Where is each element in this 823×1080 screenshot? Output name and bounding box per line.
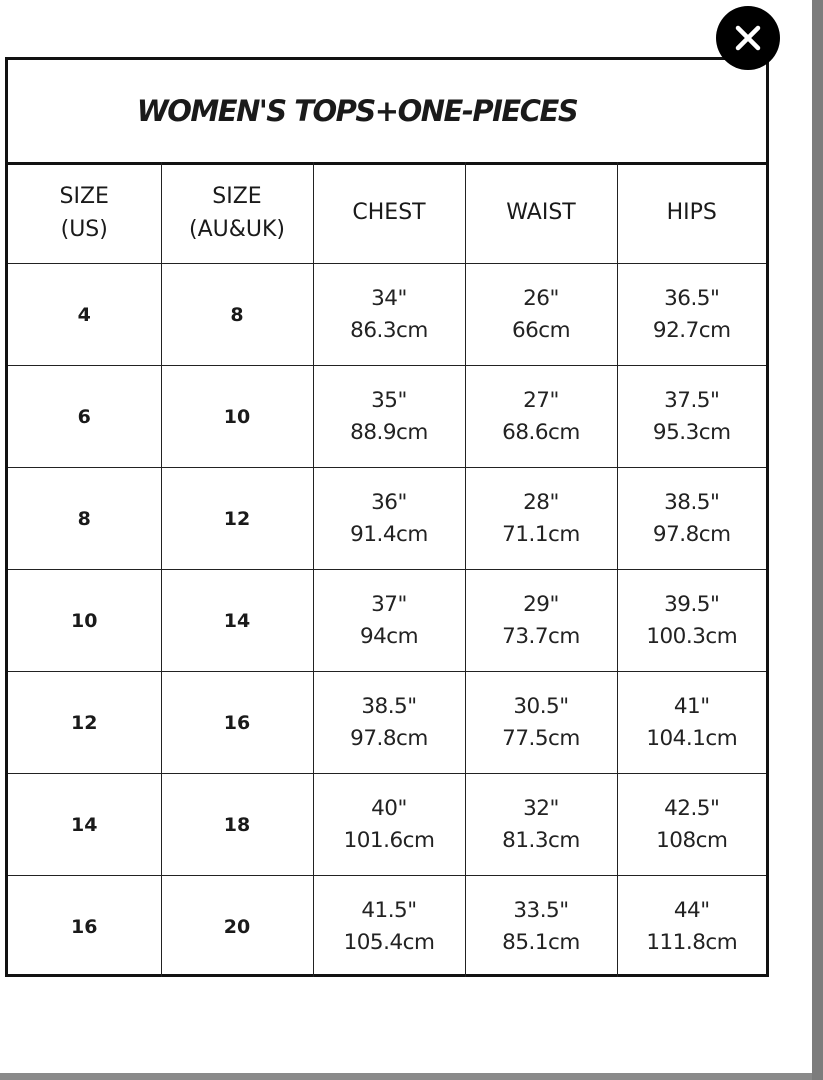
bottom-edge (0, 1073, 812, 1080)
scrollbar-track[interactable] (812, 0, 823, 1080)
waist-cell (465, 366, 617, 468)
chest-cm: 86.3cm (350, 317, 428, 343)
waist-inches: 27" (523, 387, 559, 413)
waist-inches: 28" (523, 489, 559, 515)
chest-cell (313, 570, 465, 672)
waist-cm: 71.1cm (502, 521, 580, 547)
hips-inches: 44" (673, 897, 710, 923)
waist-cm: 77.5cm (502, 725, 580, 751)
hips-cm: 100.3cm (646, 623, 738, 649)
header-waist: WAIST (465, 162, 617, 264)
chest-inches: 34" (371, 285, 407, 311)
table-row (8, 876, 766, 978)
size-us: 4 (8, 264, 161, 366)
chest-cell (313, 264, 465, 366)
chest-cm: 91.4cm (350, 521, 428, 547)
chart-title: WOMEN'S TOPS+ONE-PIECES (136, 94, 578, 128)
size-us: 10 (8, 570, 161, 672)
hips-cell (617, 774, 766, 876)
hips-cell (617, 672, 766, 774)
size-auuk: 8 (161, 264, 313, 366)
chest-cm: 105.4cm (343, 929, 435, 955)
chest-inches: 38.5" (361, 693, 417, 719)
size-us: 8 (8, 468, 161, 570)
size-chart (5, 57, 769, 977)
size-auuk: 18 (161, 774, 313, 876)
close-button[interactable] (716, 6, 780, 70)
title-row (8, 60, 766, 165)
waist-inches: 26" (523, 285, 559, 311)
hips-inches: 41" (673, 693, 710, 719)
waist-cm: 66cm (511, 317, 571, 343)
hips-cm: 111.8cm (646, 929, 738, 955)
header-row (8, 162, 766, 264)
hips-cell (617, 876, 766, 978)
table-row (8, 672, 766, 774)
close-icon (735, 25, 761, 51)
hips-inches: 37.5" (664, 387, 720, 413)
table-row (8, 264, 766, 366)
waist-cm: 81.3cm (502, 827, 580, 853)
waist-cell (465, 570, 617, 672)
hips-cell (617, 366, 766, 468)
chest-cell (313, 876, 465, 978)
waist-inches: 30.5" (513, 693, 569, 719)
chest-inches: 40" (371, 795, 407, 821)
waist-cm: 73.7cm (502, 623, 580, 649)
size-auuk: 10 (161, 366, 313, 468)
table-row (8, 366, 766, 468)
waist-cm: 68.6cm (502, 419, 580, 445)
table-row (8, 570, 766, 672)
chest-inches: 41.5" (361, 897, 417, 923)
hips-cell (617, 264, 766, 366)
waist-cell (465, 774, 617, 876)
waist-cell (465, 468, 617, 570)
hips-inches: 38.5" (664, 489, 720, 515)
waist-cell (465, 672, 617, 774)
chest-cm: 88.9cm (350, 419, 428, 445)
waist-cell (465, 264, 617, 366)
chest-cm: 94cm (359, 623, 419, 649)
hips-cell (617, 570, 766, 672)
chest-cell (313, 366, 465, 468)
header-size-us: SIZE (US) (8, 162, 161, 264)
hips-cell (617, 468, 766, 570)
hips-cm: 104.1cm (646, 725, 738, 751)
hips-cm: 108cm (656, 827, 728, 853)
size-us: 6 (8, 366, 161, 468)
hips-cm: 92.7cm (652, 317, 731, 343)
header-chest: CHEST (313, 162, 465, 264)
size-auuk: 16 (161, 672, 313, 774)
chest-cell (313, 774, 465, 876)
size-us: 14 (8, 774, 161, 876)
chest-cell (313, 672, 465, 774)
header-size-auuk: SIZE (AU&UK) (161, 162, 313, 264)
chest-inches: 37" (371, 591, 407, 617)
size-us: 16 (8, 876, 161, 978)
chest-cm: 101.6cm (343, 827, 435, 853)
hips-cm: 95.3cm (652, 419, 731, 445)
waist-inches: 33.5" (513, 897, 569, 923)
table-row (8, 774, 766, 876)
header-hips: HIPS (617, 162, 766, 264)
hips-inches: 42.5" (664, 795, 720, 821)
waist-inches: 29" (523, 591, 559, 617)
chest-cell (313, 468, 465, 570)
chest-inches: 36" (371, 489, 407, 515)
chest-cm: 97.8cm (350, 725, 428, 751)
size-us: 12 (8, 672, 161, 774)
size-auuk: 12 (161, 468, 313, 570)
waist-inches: 32" (523, 795, 559, 821)
waist-cm: 85.1cm (502, 929, 580, 955)
waist-cell (465, 876, 617, 978)
size-table (8, 162, 766, 977)
chest-inches: 35" (371, 387, 407, 413)
size-auuk: 20 (161, 876, 313, 978)
size-auuk: 14 (161, 570, 313, 672)
hips-inches: 39.5" (664, 591, 720, 617)
hips-inches: 36.5" (664, 285, 720, 311)
hips-cm: 97.8cm (652, 521, 731, 547)
table-row (8, 468, 766, 570)
